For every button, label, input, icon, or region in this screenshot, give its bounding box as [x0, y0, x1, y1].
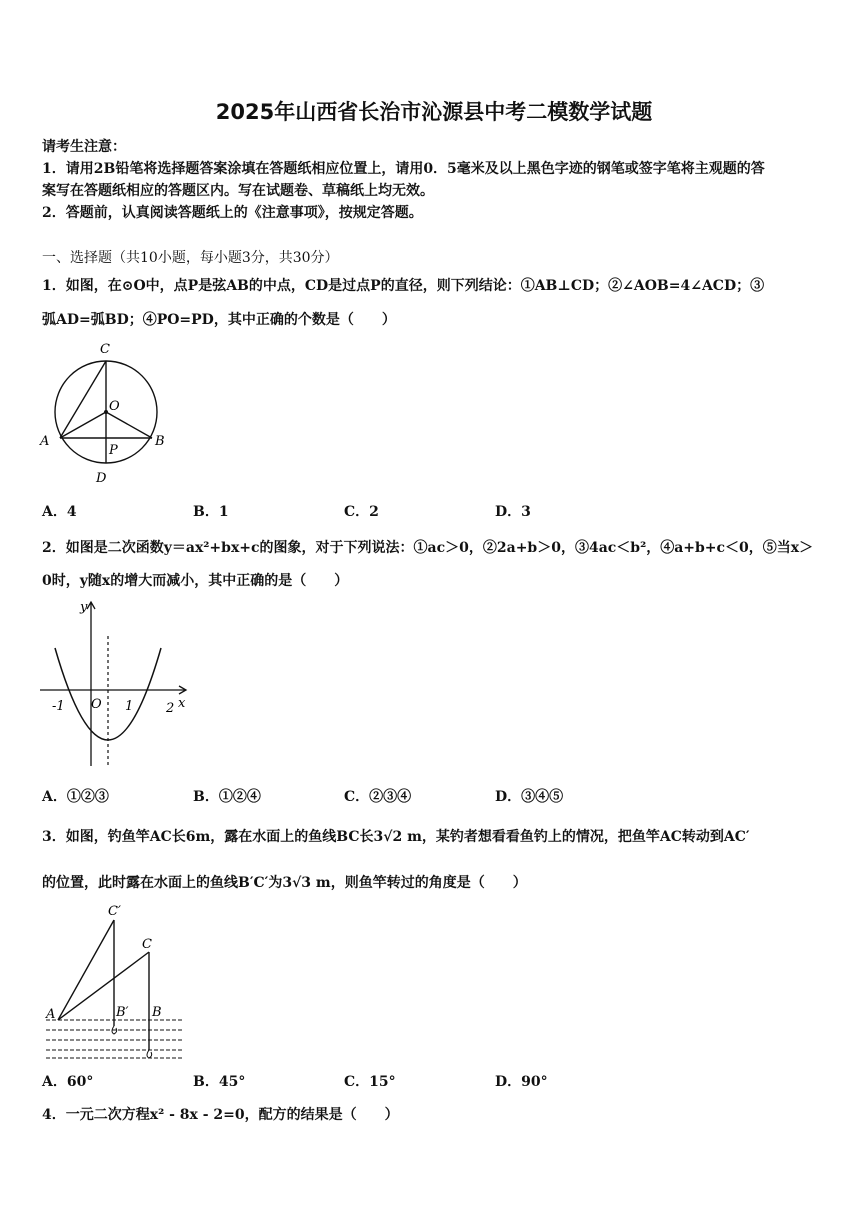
q2-option-b: B．①②④ [193, 789, 261, 805]
label-one: 1 [125, 699, 134, 714]
label-b: B [152, 1005, 162, 1020]
label-b: B [155, 434, 165, 449]
q3-option-a: A．60° [42, 1074, 94, 1090]
q2-text-line-2: 0时，y随x的增大而减小，其中正确的是（ ） [42, 573, 349, 589]
q3-option-d: D．90° [495, 1074, 548, 1090]
label-c: C [100, 342, 110, 357]
page-title: 2025年山西省长治市沁源县中考二模数学试题 [215, 100, 653, 124]
rod-ac [58, 952, 149, 1020]
q2-parabola-figure [36, 596, 196, 771]
q2-option-c: C．②③④ [344, 789, 412, 805]
label-neg-one: -1 [52, 699, 65, 714]
section-heading: 一、选择题（共10小题，每小题3分，共30分） [42, 250, 339, 266]
label-c: C [142, 937, 152, 952]
rod-ac-prime [58, 920, 114, 1020]
label-d: D [96, 471, 107, 486]
label-two: 2 [166, 701, 175, 716]
q2-option-a: A．①②③ [42, 789, 109, 805]
notice-item-1-line-1: 1．请用2B铅笔将选择题答案涂填在答题纸相应位置上，请用0．5毫米及以上黑色字迹的钢笔或签字笔将主观题的答 [42, 161, 765, 177]
label-a: A [40, 434, 50, 449]
center-point [104, 410, 108, 414]
segment-ao [60, 412, 106, 438]
q1-circle-figure [36, 338, 176, 490]
notice-item-1-line-2: 案写在答题纸相应的答题区内。写在试题卷、草稿纸上均无效。 [42, 183, 434, 199]
label-c-prime: C′ [108, 904, 121, 919]
q2-text-line-1: 2．如图是二次函数y＝ax²+bx+c的图象，对于下列说法：①ac＞0，②2a+b＞0，③4ac＜b²，④a+b+c＜0，⑤当x＞ [42, 540, 814, 556]
q1-option-c: C．2 [344, 504, 379, 520]
q1-text-line-1: 1．如图，在⊙O中，点P是弦AB的中点，CD是过点P的直径，则下列结论：①AB⊥CD；②∠AOB=4∠ACD；③ [42, 278, 765, 294]
q1-option-b: B．1 [193, 504, 229, 520]
q1-option-a: A．4 [42, 504, 77, 520]
q3-text-line-2: 的位置，此时露在水面上的鱼线B′C′为3√3 m，则鱼竿转过的角度是（ ） [42, 875, 527, 891]
label-x: x [178, 696, 186, 711]
label-y: y [80, 600, 88, 615]
notice-heading: 请考生注意： [42, 139, 126, 155]
q3-text-line-1: 3．如图，钓鱼竿AC长6m，露在水面上的鱼线BC长3√2 m，某钓者想看看鱼钓上的情况，把鱼竿AC转动到AC′ [42, 829, 750, 845]
label-origin: O [91, 697, 102, 712]
label-b-prime: B′ [116, 1005, 129, 1020]
q3-option-b: B．45° [193, 1074, 246, 1090]
label-a: A [46, 1007, 56, 1022]
segment-ac [60, 361, 106, 438]
segment-bo [106, 412, 152, 438]
label-p: P [109, 443, 118, 458]
q1-text-line-2: 弧AD=弧BD；④PO=PD，其中正确的个数是（ ） [42, 312, 396, 328]
q3-fishing-rod-figure [36, 900, 196, 1065]
label-o: O [109, 399, 120, 414]
q2-option-d: D．③④⑤ [495, 789, 564, 805]
hook-b-icon [147, 1050, 152, 1058]
q4-text-line-1: 4．一元二次方程x² - 8x - 2=0，配方的结果是（ ） [42, 1107, 399, 1123]
notice-item-2: 2．答题前，认真阅读答题纸上的《注意事项》，按规定答题。 [42, 205, 423, 221]
q3-option-c: C．15° [344, 1074, 396, 1090]
q1-option-d: D．3 [495, 504, 531, 520]
